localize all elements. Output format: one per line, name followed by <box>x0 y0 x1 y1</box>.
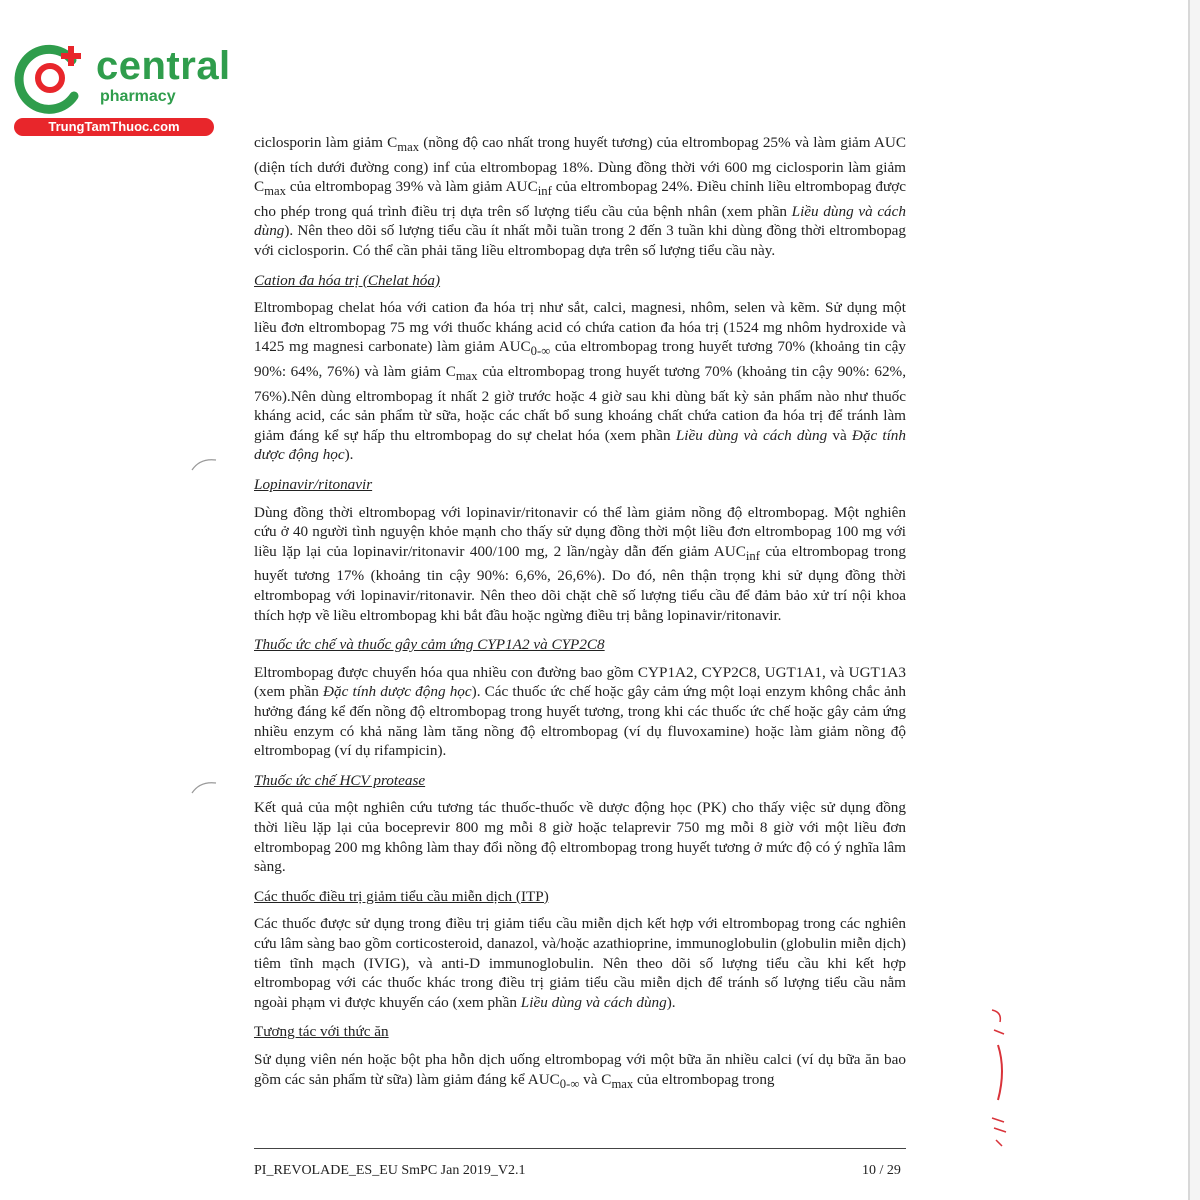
heading-hcv: Thuốc ức chế HCV protease <box>254 771 426 789</box>
stamp-fragment <box>984 1000 1014 1150</box>
paragraph-cyp: Eltrombopag được chuyển hóa qua nhiều con đường bao gồm CYP1A2, CYP2C8, UGT1A1, và UGT1A3 (xem phần Đặc tính dược động học). Các thuốc ức chế hoặc gây cảm ứng một loại enzym không chắc ảnh hưởng đáng kể đến nồng độ eltrombopag trong huyết tương, trong khi các thuốc ức chế hoặc gây cảm ứng nhiều enzym có khả năng làm tăng nồng độ eltrombopag (ví dụ fluvoxamine) hoặc làm giảm nồng độ eltrombopag (ví dụ rifampicin). <box>254 663 906 760</box>
heading-lopinavir: Lopinavir/ritonavir <box>254 476 373 494</box>
scan-margin <box>1190 0 1200 1200</box>
punch-hole-mark <box>190 456 218 472</box>
logo-brand-text: central <box>96 44 231 88</box>
paragraph-itp: Các thuốc được sử dụng trong điều trị giảm tiểu cầu miễn dịch kết hợp với eltrombopag trong các nghiên cứu lâm sàng bao gồm corticosteroid, danazol, và/hoặc azathioprine, immunoglobulin (globulin miễn dịch) tiêm tĩnh mạch (IVIG), và anti-D immunoglobulin. Nên theo dõi số lượng tiểu cầu khi kết hợp eltrombopag với các thuốc khác trong điều trị giảm tiểu cầu miễn dịch để tránh số lượng tiểu cầu nằm ngoài phạm vi được khuyến cáo (xem phần Liều dùng và cách dùng). <box>254 915 906 1011</box>
paragraph-cation: Eltrombopag chelat hóa với cation đa hóa trị như sắt, calci, magnesi, nhôm, selen và kẽm. Sử dụng một liều đơn eltrombopag 75 mg với thuốc kháng acid có chứa cation đa hóa trị (1524 mg nhôm hydroxide và 1425 mg magnesi carbonate) làm giảm $AUC_{0-\infty}$ của eltrombopag trong huyết tương 70% (khoảng tin cậy 90%: 64%, 76%) và làm giảm $C_{max}$ của eltrombopag trong huyết tương 70% (khoảng tin cậy 90%: 62%, 76%).Nên dùng eltrombopag ít nhất 2 giờ trước hoặc 4 giờ sau khi dùng bất kỳ sản phẩm nào như thuốc kháng acid, các sản phẩm từ sữa, hoặc các chất bổ sung khoáng chất chứa cation đa hóa trị để tránh làm giảm đáng kể sự hấp thu eltrombopag do sự chelat hóa (xem phần Liều dùng và cách dùng và Đặc tính dược động học). <box>254 299 906 464</box>
heading-cyp: Thuốc ức chế và thuốc gây cảm ứng CYP1A2 và CYP2C8 <box>254 636 605 654</box>
pharmacy-logo-icon <box>10 38 90 118</box>
paragraph-lopinavir: Dùng đồng thời eltrombopag với lopinavir/ritonavir có thể làm giảm nồng độ eltrombopag. Một nghiên cứu ở 40 người tình nguyện khỏe mạnh cho thấy sử dụng đồng thời một liều đơn eltrombopag 100 mg với liều lặp lại của lopinavir/ritonavir 400/100 mg, 2 lần/ngày dẫn đến giảm $AUC_{inf}$ của eltrombopag trong huyết tương 17% (khoảng tin cậy 90%: 6,6%, 26,6%). Do đó, nên thận trọng khi sử dụng đồng thời eltrombopag với lopinavir/ritonavir. Nên theo dõi chặt chẽ số lượng tiểu cầu để đảm bảo xử trí nội khoa thích hợp về liều eltrombopag khi bắt đầu hoặc ngừng điều trị bằng lopinavir/ritonavir. <box>254 503 906 624</box>
brand-logo[interactable] <box>10 38 231 138</box>
footer-page-number: 10 / 29 <box>862 1163 901 1178</box>
paragraph-hcv: Kết quả của một nghiên cứu tương tác thuốc-thuốc về dược động học (PK) cho thấy việc sử dụng đồng thời liều lặp lại của boceprevir 800 mg mỗi 8 giờ hoặc telaprevir 750 mg mỗi 8 giờ với một liều đơn eltrombopag 200 mg không làm thay đổi nồng độ eltrombopag trong huyết tương ở mức độ có ý nghĩa lâm sàng. <box>254 799 906 876</box>
footer-divider <box>254 1148 906 1149</box>
footer-document-id: PI_REVOLADE_ES_EU SmPC Jan 2019_V2.1 <box>254 1163 526 1178</box>
heading-itp: Các thuốc điều trị giảm tiểu cầu miễn dịch (ITP) <box>254 887 549 905</box>
paragraph-food: Sử dụng viên nén hoặc bột pha hỗn dịch uống eltrombopag với một bữa ăn nhiều calci (ví dụ bữa ăn bao gồm các sản phẩm từ sữa) làm giảm đáng kể $AUC_{0-\infty}$ và $C_{max}$ của eltrombopag trong <box>254 1050 906 1091</box>
document-body <box>254 133 906 1094</box>
heading-cation: Cation đa hóa trị (Chelat hóa) <box>254 271 441 289</box>
heading-food: Tương tác với thức ăn <box>254 1023 389 1041</box>
punch-hole-mark <box>190 779 218 795</box>
logo-url-badge[interactable]: TrungTamThuoc.com <box>14 118 214 136</box>
logo-subtitle: pharmacy <box>100 88 176 105</box>
paragraph-ciclosporin: ciclosporin làm giảm $C_{max}$ (nồng độ cao nhất trong huyết tương) của eltrombopag 25% và làm giảm AUC (diện tích dưới đường cong) inf của eltrombopag 18%. Dùng đồng thời với 600 mg ciclosporin làm giảm $C_{max}$ của eltrombopag 39% và làm giảm $AUC_{inf}$ của eltrombopag 24%. Điều chỉnh liều eltrombopag được cho phép trong quá trình điều trị dựa trên số lượng tiểu cầu của bệnh nhân (xem phần Liều dùng và cách dùng). Nên theo dõi số lượng tiểu cầu ít nhất mỗi tuần trong 2 đến 3 tuần khi dùng đồng thời eltrombopag với ciclosporin. Có thể cần phải tăng liều eltrombopag dựa trên số lượng tiểu cầu này. <box>254 134 906 260</box>
